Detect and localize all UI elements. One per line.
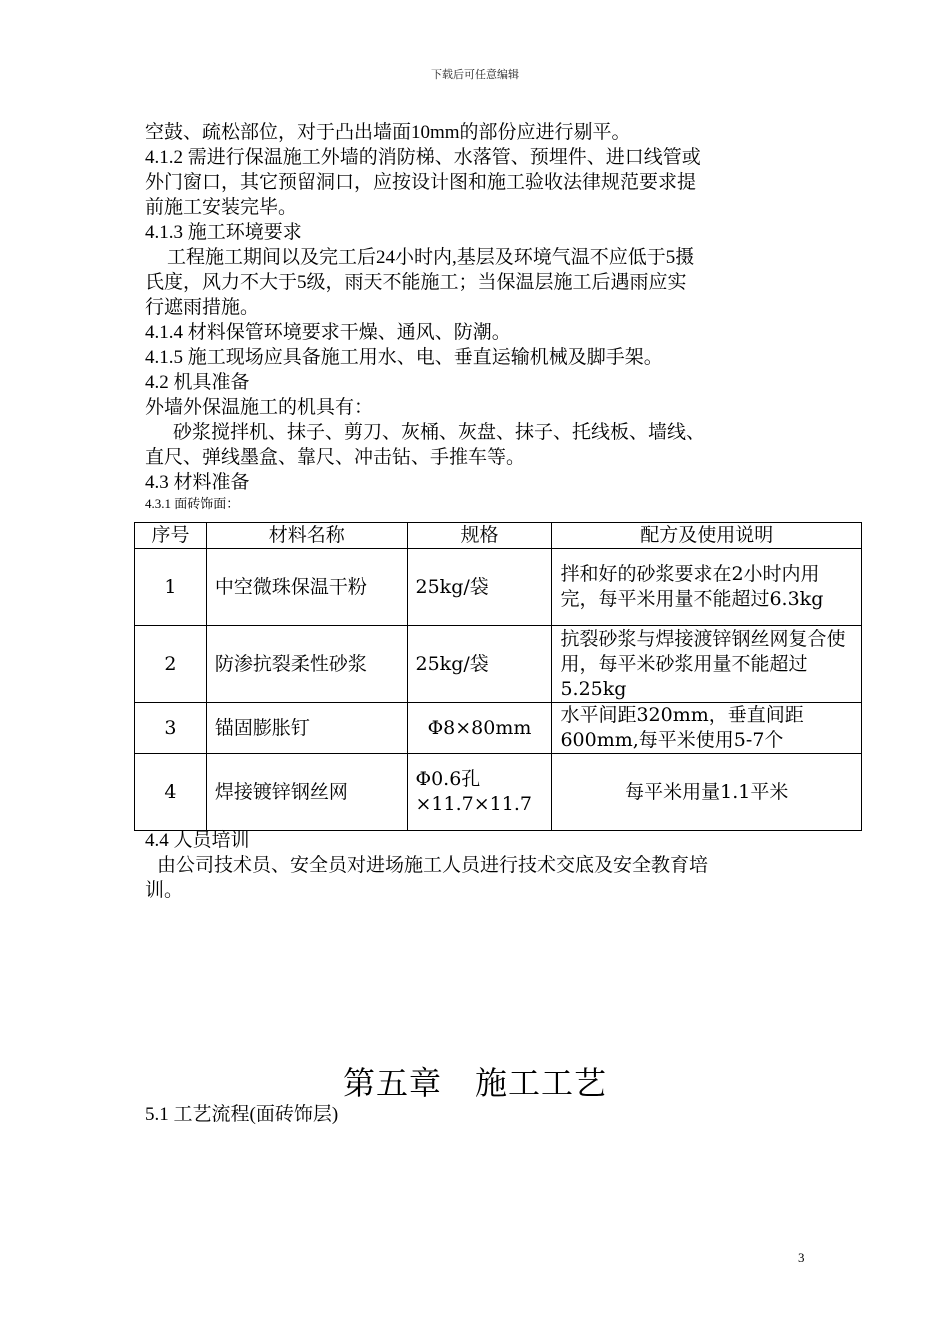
section-heading: 4.1.3 施工环境要求: [145, 222, 302, 243]
paragraph: 行遮雨措施。: [145, 297, 260, 318]
cell-no: 1: [135, 549, 207, 626]
section-heading: 4.2 机具准备: [145, 372, 250, 393]
paragraph: 4.1.2 需进行保温施工外墙的消防梯、水落管、预埋件、进口线管或: [145, 147, 701, 168]
paragraph: 训。: [145, 880, 184, 901]
header-name: 材料名称: [206, 523, 407, 549]
section-heading: 4.4 人员培训: [145, 830, 250, 851]
table-row: [135, 754, 862, 831]
chapter-title: 第五章 施工工艺: [342, 1064, 607, 1102]
paragraph: 4.1.5 施工现场应具备施工用水、电、垂直运输机械及脚手架。: [145, 347, 663, 368]
cell-name: 锚固膨胀钉: [206, 703, 407, 754]
table-row: [135, 626, 862, 703]
header-desc: 配方及使用说明: [552, 523, 862, 549]
paragraph: 前施工安装完毕。: [145, 197, 298, 218]
paragraph: 外墙外保温施工的机具有：: [145, 397, 374, 418]
header-no: 序号: [135, 523, 207, 549]
paragraph: 4.1.4 材料保管环境要求干燥、通风、防潮。: [145, 322, 511, 343]
cell-spec: 25kg/袋: [407, 549, 552, 626]
cell-name: 焊接镀锌钢丝网: [206, 754, 407, 831]
cell-no: 4: [135, 754, 207, 831]
table-caption: 4.3.1 面砖饰面：: [145, 496, 240, 511]
cell-no: 2: [135, 626, 207, 703]
cell-desc: 每平米用量1.1平米: [552, 754, 862, 831]
cell-spec: Φ8×80mm: [407, 703, 552, 754]
cell-name: 中空微珠保温干粉: [206, 549, 407, 626]
paragraph: 工程施工期间以及完工后24小时内,基层及环境气温不应低于5摄: [167, 247, 695, 268]
materials-table: [134, 522, 862, 831]
cell-name: 防渗抗裂柔性砂浆: [206, 626, 407, 703]
paragraph: 空鼓、疏松部位，对于凸出墙面10mm的部份应进行剔平。: [145, 122, 631, 143]
table-row: [135, 703, 862, 754]
paragraph: 砂浆搅拌机、抹子、剪刀、灰桶、灰盘、抹子、托线板、墙线、: [173, 422, 706, 443]
body-text: [145, 120, 865, 513]
cell-desc: 抗裂砂浆与焊接渡锌钢丝网复合使用，每平米砂浆用量不能超过5.25kg: [552, 626, 862, 703]
cell-spec: Φ0.6孔×11.7×11.7: [407, 754, 552, 831]
section-heading: 5.1 工艺流程(面砖饰层): [145, 1104, 339, 1125]
cell-desc: 水平间距320mm，垂直间距600mm,每平米使用5-7个: [552, 703, 862, 754]
header-spec: 规格: [407, 523, 552, 549]
paragraph: 由公司技术员、安全员对进场施工人员进行技术交底及安全教育培: [157, 855, 709, 876]
training-section: [145, 828, 865, 903]
cell-no: 3: [135, 703, 207, 754]
header-note: 下载后可任意编辑: [431, 69, 519, 81]
page-number: 3: [798, 1250, 805, 1265]
table-header-row: [135, 523, 862, 549]
section-heading: 4.3 材料准备: [145, 472, 250, 493]
paragraph: 外门窗口，其它预留洞口，应按设计图和施工验收法律规范要求提: [145, 172, 697, 193]
paragraph: 氏度，风力不大于5级，雨天不能施工；当保温层施工后遇雨应实: [145, 272, 687, 293]
cell-desc: 拌和好的砂浆要求在2小时内用完，每平米用量不能超过6.3kg: [552, 549, 862, 626]
cell-spec: 25kg/袋: [407, 626, 552, 703]
table-row: [135, 549, 862, 626]
paragraph: 直尺、弹线墨盒、靠尺、冲击钻、手推车等。: [145, 447, 526, 468]
